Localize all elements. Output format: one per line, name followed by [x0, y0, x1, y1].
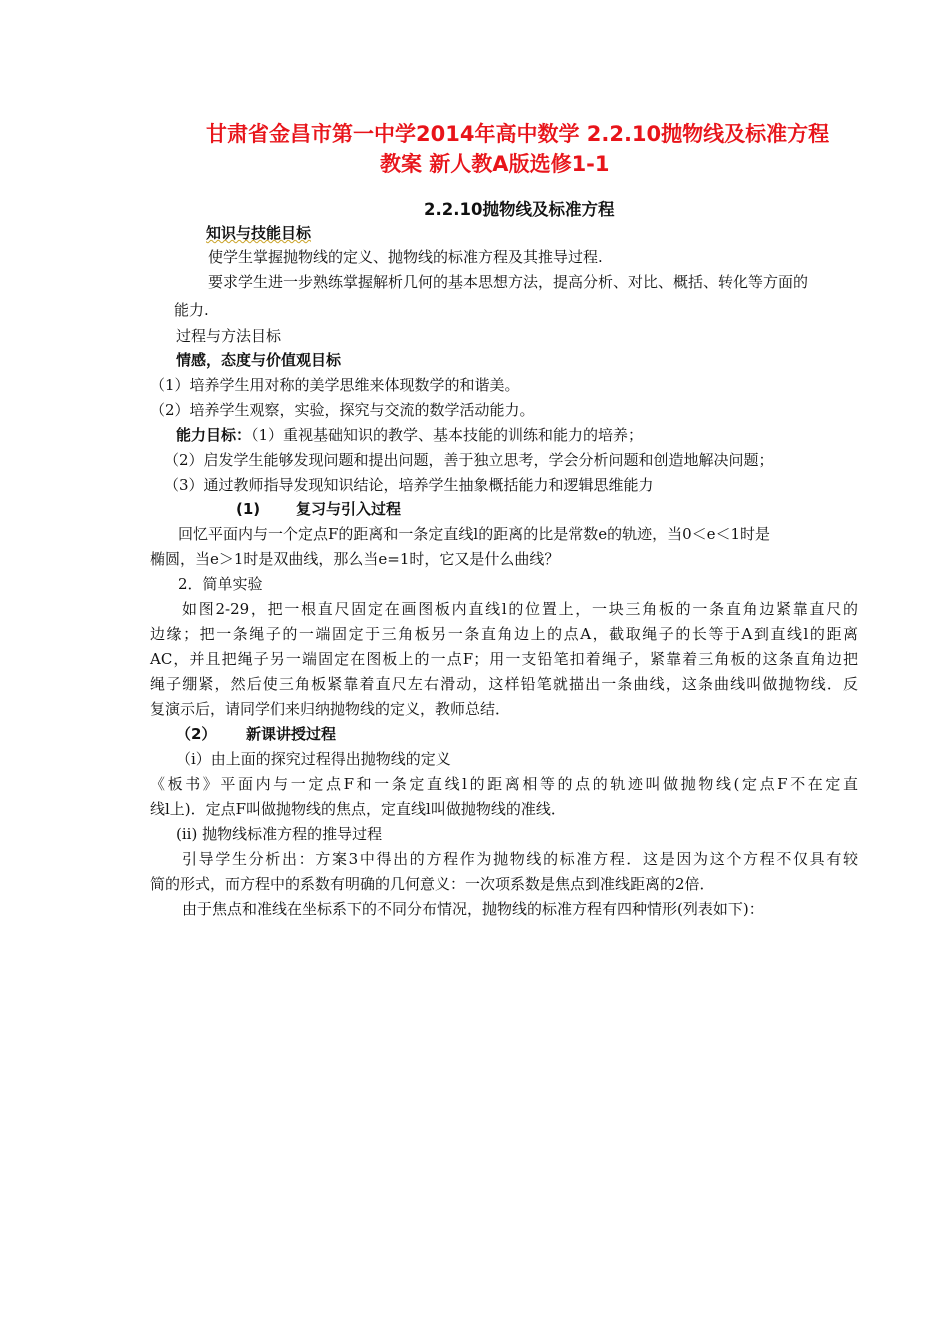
- knowledge-goal-2b: 能力.: [174, 301, 209, 319]
- process-goal-heading: 过程与方法目标: [176, 327, 282, 345]
- experiment-line5: 复演示后，请同学们来归纳抛物线的定义，教师总结．: [150, 700, 511, 718]
- section1-heading: 复习与引入过程: [296, 500, 402, 518]
- derivation-line2: 简的形式，而方程中的系数有明确的几何意义：一次项系数是焦点到准线距离的2倍．: [150, 875, 715, 893]
- document-title-line2: 教案 新人教A版选修1-1: [380, 152, 610, 176]
- section2-heading: 新课讲授过程: [246, 725, 337, 743]
- knowledge-goal-1: 使学生掌握抛物线的定义、抛物线的标准方程及其推导过程.: [208, 248, 603, 266]
- ability-goal-label: 能力目标：: [176, 426, 252, 444]
- experiment-line1: 如图2-29，把一根直尺固定在画图板内直线l的位置上，一块三角板的一条直角边紧靠直尺的: [182, 600, 858, 618]
- attitude-goal-1: （1）培养学生用对称的美学思维来体现数学的和谐美。: [150, 376, 520, 394]
- experiment-line2: 边缘；把一条绳子的一端固定于三角板另一条直角边上的点A，截取绳子的长等于A到直线l的距离: [150, 625, 858, 643]
- derivation-line1: 引导学生分析出：方案3中得出的方程作为抛物线的标准方程．这是因为这个方程不仅具有较: [182, 850, 858, 868]
- attitude-goal-2: （2）培养学生观察，实验，探究与交流的数学活动能力。: [150, 401, 535, 419]
- knowledge-goal-heading: 知识与技能目标: [206, 224, 312, 242]
- lesson-subtitle: 2.2.10抛物线及标准方程: [424, 200, 615, 219]
- definition-line2: 线l上)．定点F叫做抛物线的焦点，定直线l叫做抛物线的准线．: [150, 800, 566, 818]
- experiment-heading: 2．简单实验: [178, 575, 263, 593]
- section2-heading-number: （2）: [176, 725, 217, 743]
- ability-goal-1: （1）重视基础知识的教学、基本技能的训练和能力的培养；: [251, 426, 644, 444]
- definition-line1: 《板书》平面内与一定点F和一条定直线l的距离相等的点的轨迹叫做抛物线(定点F不在定直: [150, 775, 858, 793]
- experiment-line3: AC，并且把绳子另一端固定在图板上的一点F；用一支铅笔扣着绳子，紧靠着三角板的这条直角边把: [150, 650, 858, 668]
- four-cases-line: 由于焦点和准线在坐标系下的不同分布情况，抛物线的标准方程有四种情形(列表如下)：: [182, 900, 764, 918]
- recall-paragraph-line1: 回忆平面内与一个定点F的距离和一条定直线l的距离的比是常数e的轨迹，当0＜e＜1时是: [178, 525, 771, 543]
- derivation-heading: (ii) 抛物线标准方程的推导过程: [176, 825, 383, 843]
- section1-heading-number: (1): [236, 500, 261, 518]
- attitude-goal-heading: 情感，态度与价值观目标: [176, 351, 342, 369]
- ability-goal-3: （3）通过教师指导发现知识结论，培养学生抽象概括能力和逻辑思维能力: [164, 476, 654, 494]
- document-title-line1: 甘肃省金昌市第一中学2014年高中数学 2.2.10抛物线及标准方程: [206, 122, 830, 146]
- ability-goal-2: （2）启发学生能够发现问题和提出问题，善于独立思考，学会分析问题和创造地解决问题；: [164, 451, 774, 469]
- recall-paragraph-line2: 椭圆，当e＞1时是双曲线，那么当e=1时，它又是什么曲线？: [150, 550, 560, 568]
- definition-heading: （i）由上面的探究过程得出抛物线的定义: [176, 750, 451, 768]
- ability-goal-line: [176, 425, 643, 445]
- experiment-line4: 绳子绷紧，然后使三角板紧靠着直尺左右滑动，这样铅笔就描出一条曲线，这条曲线叫做抛物线．反: [150, 675, 858, 693]
- knowledge-goal-2a: 要求学生进一步熟练掌握解析几何的基本思想方法，提高分析、对比、概括、转化等方面的: [208, 273, 809, 291]
